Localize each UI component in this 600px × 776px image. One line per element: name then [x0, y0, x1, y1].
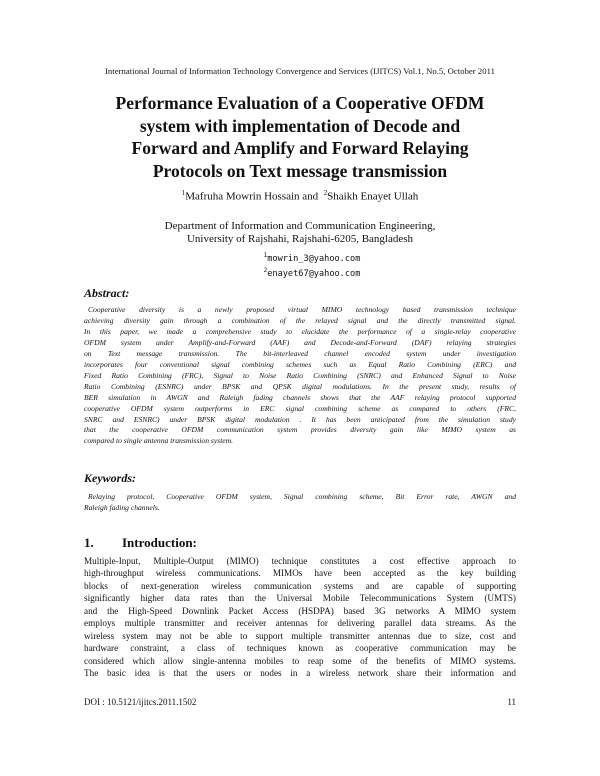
- section-number: 1.: [84, 535, 94, 550]
- abstract-line: Fixed Ratio Combining (FRC), Signal to Noise Ratio Combining (SNRC) and Enhanced Signal to Noise: [84, 370, 516, 380]
- abstract-line: incorporates four conventional signal combining schemes such as Equal Ratio Combining (ERC) and: [84, 359, 516, 369]
- intro-heading: [84, 535, 197, 551]
- abstract-line: compared to single antenna transmission system.: [84, 436, 234, 446]
- intro-line: wireless system may not be able to support multiple transmitter antennas due to size, cost and: [84, 630, 516, 641]
- abstract-line: In this paper, we made a comprehensive study to elucidate the performance of a single-relay cooperative: [84, 326, 516, 336]
- intro-line: significantly higher data rates than the Universal Mobile Telecommunications System (UMTS): [84, 593, 516, 604]
- email-list: [0, 250, 600, 280]
- keywords-body: [84, 491, 516, 513]
- author-line: [0, 189, 600, 203]
- abstract-line: on Text message transmission. The bit-interleaved channel encoded system under investigation: [84, 348, 516, 358]
- email2[interactable]: enayet67@yahoo.com: [267, 268, 361, 279]
- intro-line: considered which allow single-antenna mobiles to reap some of the benefits of MIMO systems.: [84, 655, 516, 666]
- intro-line: and the High-Speed Downlink Packet Access (HSDPA) based 3G networks A MIMO system: [84, 605, 516, 616]
- intro-line: hardware constraint, a class of techniques known as cooperative communication may be: [84, 643, 516, 654]
- intro-line: Multiple-Input, Multiple-Output (MIMO) technique constitutes a cost effective approach to: [84, 556, 516, 566]
- abstract-line: achieving diversity gain through a combination of the relayed signal and the directly transmitted signal.: [84, 315, 516, 325]
- abstract-line: that the cooperative OFDM communication system provides diversity gain like MIMO system as: [84, 425, 516, 435]
- abstract-line: Cooperative diversity is a newly proposed virtual MIMO technology based transmission technique: [88, 305, 516, 314]
- keywords-line: Raleigh fading channels.: [84, 503, 160, 512]
- abstract-line: cooperative OFDM system outperforms in ERC signal combining scheme as compared to others (FRC,: [84, 403, 516, 413]
- running-header: International Journal of Information Technology Convergence and Services (IJITCS) Vol.1, No.5, October 2011: [105, 66, 495, 76]
- intro-line: The basic idea is that the users or nodes in a wireless network share their information and: [84, 668, 516, 679]
- abstract-line: Ratio Combining (ESNRC) under BPSK and QPSK digital modulations. In the present study, results of: [84, 381, 516, 391]
- abstract-line: BER simulation in AWGN and Raleigh fading channels shows that the AAF relaying protocol supported: [84, 392, 516, 402]
- email1[interactable]: mowrin_3@yahoo.com: [267, 253, 361, 264]
- title-line: Protocols on Text message transmission: [152, 160, 448, 181]
- intro-line: high-throughput wireless communications. MIMOs have been accepted as the key building: [84, 568, 516, 579]
- intro-body: [84, 555, 516, 680]
- abstract-line: SNRC and ESNRC) under BPSK digital modulation . It has been anticipated from the simulation study: [84, 414, 516, 424]
- abstract-body: [84, 305, 516, 447]
- abstract-line: OFDM system under Amplify-and-Forward (AAF) and Decode-and-Forward (DAF) relaying strategies: [84, 337, 516, 347]
- doi-footer[interactable]: DOI : 10.5121/ijitcs.2011.1502: [84, 697, 197, 707]
- title-line: system with implementation of Decode and: [139, 115, 461, 136]
- affiliation-line: Department of Information and Communication Engineering,: [164, 220, 436, 232]
- author-separator: and: [302, 190, 319, 203]
- title-line: Forward and Amplify and Forward Relaying: [131, 138, 469, 158]
- title-line: Performance Evaluation of a Cooperative OFDM: [115, 93, 485, 113]
- author1-superscript: 1: [181, 189, 186, 197]
- intro-line: employs multiple transmitter and receiver antennas for delivering parallel data streams. As the: [84, 618, 516, 629]
- author1-name: Mafruha Mowrin Hossain: [185, 190, 300, 203]
- author2-superscript: 2: [323, 189, 328, 197]
- email-line: [24, 250, 600, 265]
- abstract-heading: Abstract:: [84, 286, 130, 300]
- email-line: [24, 265, 600, 280]
- affiliation-line: University of Rajshahi, Rajshahi-6205, Bangladesh: [186, 233, 414, 245]
- email1-superscript: 1: [263, 252, 268, 259]
- intro-line: blocks of next-generation wireless communication systems and are capable of supporting: [84, 580, 516, 591]
- paper-title: [40, 92, 560, 182]
- affiliation: [0, 220, 600, 246]
- author2-name: Shaikh Enayet Ullah: [327, 190, 419, 203]
- email2-superscript: 2: [263, 266, 268, 274]
- keywords-line: Relaying protocol, Cooperative OFDM system, Signal combining scheme, Bit Error rate, AWGN and: [88, 492, 516, 501]
- page-number: 11: [507, 697, 516, 707]
- keywords-heading: Keywords:: [84, 471, 136, 485]
- section-title: Introduction:: [122, 535, 197, 550]
